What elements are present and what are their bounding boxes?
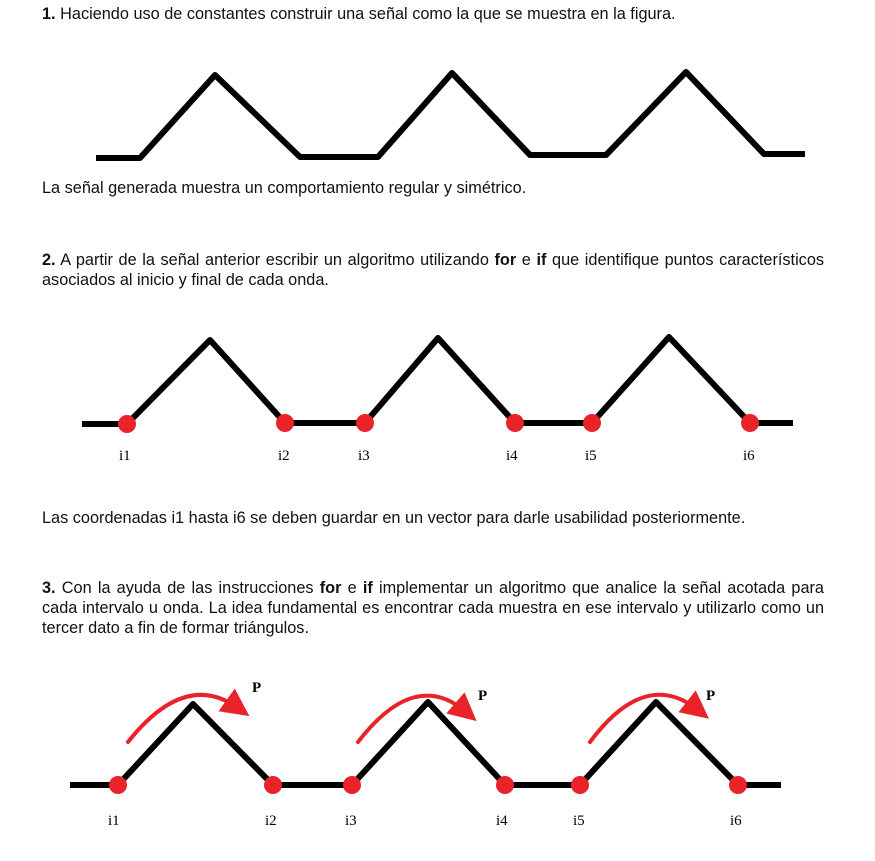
label-i3: i3 bbox=[358, 448, 370, 464]
signal-waveform bbox=[70, 702, 781, 785]
section1-number: 1. bbox=[42, 5, 56, 23]
section3-statement: 3. Con la ayuda de las instrucciones for e if implementar un algoritmo que analice la señal acotada para cada intervalo u onda. La idea fundamental es encontrar cada muestra en ese intervalo y utilizarlo como un tercer dato a fin de formar triángulos. bbox=[42, 579, 824, 637]
signal-waveform bbox=[82, 337, 793, 424]
peak-label-3: P bbox=[706, 688, 716, 704]
label-i6: i6 bbox=[730, 813, 742, 829]
label-i6: i6 bbox=[743, 448, 755, 464]
label-i5: i5 bbox=[585, 448, 597, 464]
section1-text: Haciendo uso de constantes construir una señal como la que se muestra en la figura. bbox=[60, 5, 676, 23]
keyword-for: for bbox=[494, 251, 517, 269]
section2-caption: Las coordenadas i1 hasta i6 se deben guardar en un vector para darle usabilidad posteriormente. bbox=[42, 509, 746, 527]
section3-number: 3. bbox=[42, 579, 56, 597]
marker-i5 bbox=[583, 414, 601, 432]
signal-figure-1 bbox=[0, 0, 875, 200]
signal-waveform bbox=[96, 72, 805, 158]
marker-i2 bbox=[264, 776, 282, 794]
marker-i5 bbox=[571, 776, 589, 794]
label-i5: i5 bbox=[573, 813, 585, 829]
marker-i6 bbox=[741, 414, 759, 432]
peak-label-1: P bbox=[252, 680, 262, 696]
label-i4: i4 bbox=[506, 448, 518, 464]
label-i1: i1 bbox=[108, 813, 120, 829]
keyword-if: if bbox=[362, 579, 373, 597]
peak-label-2: P bbox=[478, 688, 488, 704]
marker-i3 bbox=[356, 414, 374, 432]
marker-i4 bbox=[506, 414, 524, 432]
label-i2: i2 bbox=[278, 448, 290, 464]
marker-i3 bbox=[343, 776, 361, 794]
keyword-if: if bbox=[536, 251, 547, 269]
label-i4: i4 bbox=[496, 813, 508, 829]
marker-i2 bbox=[276, 414, 294, 432]
label-i3: i3 bbox=[345, 813, 357, 829]
section1-caption: La señal generada muestra un comportamiento regular y simétrico. bbox=[42, 179, 527, 197]
label-i2: i2 bbox=[265, 813, 277, 829]
marker-i6 bbox=[729, 776, 747, 794]
signal-figure-3 bbox=[0, 660, 875, 860]
signal-figure-2 bbox=[0, 320, 875, 470]
marker-i1 bbox=[109, 776, 127, 794]
marker-i4 bbox=[496, 776, 514, 794]
section2-statement: 2. A partir de la señal anterior escribir un algoritmo utilizando for e if que identifique puntos característicos asociados al inicio y final de cada onda. bbox=[42, 251, 825, 289]
section2-number: 2. bbox=[42, 251, 56, 269]
marker-i1 bbox=[118, 415, 136, 433]
keyword-for: for bbox=[319, 579, 342, 597]
label-i1: i1 bbox=[119, 448, 131, 464]
